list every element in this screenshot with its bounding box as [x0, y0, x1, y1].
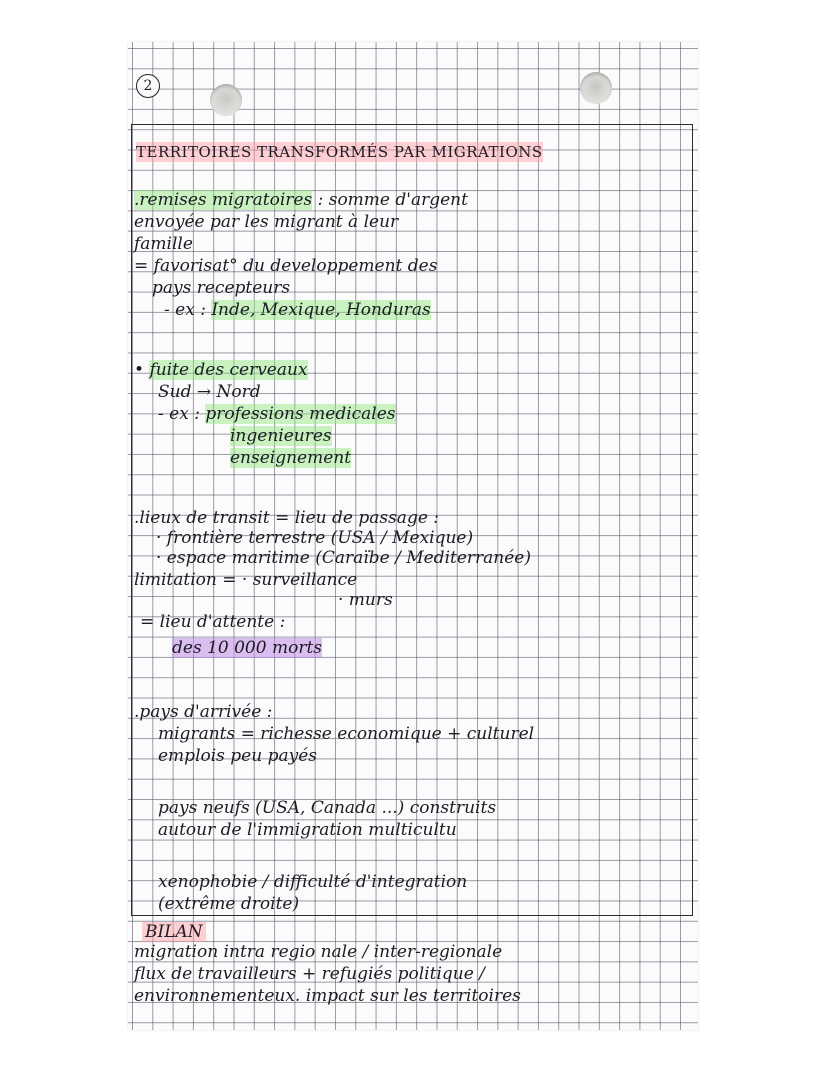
- remises-line-4: = favorisat° du developpement des: [134, 256, 438, 276]
- transit-deaths: des 10 000 morts: [172, 638, 322, 658]
- transit-line-6: = lieu d'attente :: [140, 612, 286, 632]
- remises-line-6: [164, 300, 431, 320]
- remises-line-3: famille: [134, 234, 193, 254]
- transit-line-4: limitation = · surveillance: [134, 570, 358, 590]
- fuite-heading: fuite des cerveaux: [149, 360, 308, 380]
- remises-example-prefix: - ex :: [164, 300, 212, 320]
- note-card: [128, 42, 698, 1030]
- fuite-line-2: Sud → Nord: [158, 382, 261, 402]
- fuite-example-3: enseignement: [230, 448, 352, 468]
- fuite-example-prefix: - ex :: [158, 404, 206, 424]
- bilan-line-3: environnementeux. impact sur les territoires: [134, 986, 521, 1006]
- remises-line-1: [134, 190, 468, 210]
- remises-heading: .remises migratoires: [134, 190, 313, 210]
- page-title: TERRITOIRES TRANSFORMÉS PAR MIGRATIONS: [136, 143, 543, 161]
- bilan-line-1: migration intra regio nale / inter-regionale: [134, 942, 503, 962]
- transit-line-3: · espace maritime (Caraïbe / Mediterranée): [156, 548, 531, 568]
- bullet: •: [134, 360, 150, 380]
- arrivee-line-3: emplois peu payés: [158, 746, 318, 766]
- arrivee-line-7: (extrême droite): [158, 894, 300, 914]
- arrivee-line-5: autour de l'immigration multicultu: [158, 820, 457, 840]
- remises-definition: : somme d'argent: [312, 190, 468, 210]
- remises-example-countries: Inde, Mexique, Honduras: [211, 300, 431, 320]
- bilan-label: BILAN: [142, 922, 206, 942]
- transit-line-2: · frontière terrestre (USA / Mexique): [156, 528, 474, 548]
- fuite-example-2: ingenieures: [230, 426, 332, 446]
- punch-hole-left: [210, 84, 242, 116]
- page-number: 2: [136, 74, 160, 98]
- remises-line-5: pays recepteurs: [152, 278, 291, 298]
- transit-line-5: · murs: [338, 590, 393, 610]
- arrivee-line-2: migrants = richesse economique + culturel: [158, 724, 535, 744]
- fuite-line-3: [158, 404, 396, 424]
- fuite-example-1: professions medicales: [205, 404, 396, 424]
- arrivee-line-6: xenophobie / difficulté d'integration: [158, 872, 468, 892]
- punch-hole-right: [580, 72, 612, 104]
- arrivee-line-1: .pays d'arrivée :: [134, 702, 273, 722]
- fuite-line-1: [134, 360, 308, 380]
- bilan-label-line: [142, 922, 206, 942]
- remises-line-2: envoyée par les migrant à leur: [134, 212, 399, 232]
- bilan-line-2: flux de travailleurs + refugiés politique /: [134, 964, 485, 984]
- transit-line-1: .lieux de transit = lieu de passage :: [134, 508, 440, 528]
- arrivee-line-4: pays neufs (USA, Canada ...) construits: [158, 798, 497, 818]
